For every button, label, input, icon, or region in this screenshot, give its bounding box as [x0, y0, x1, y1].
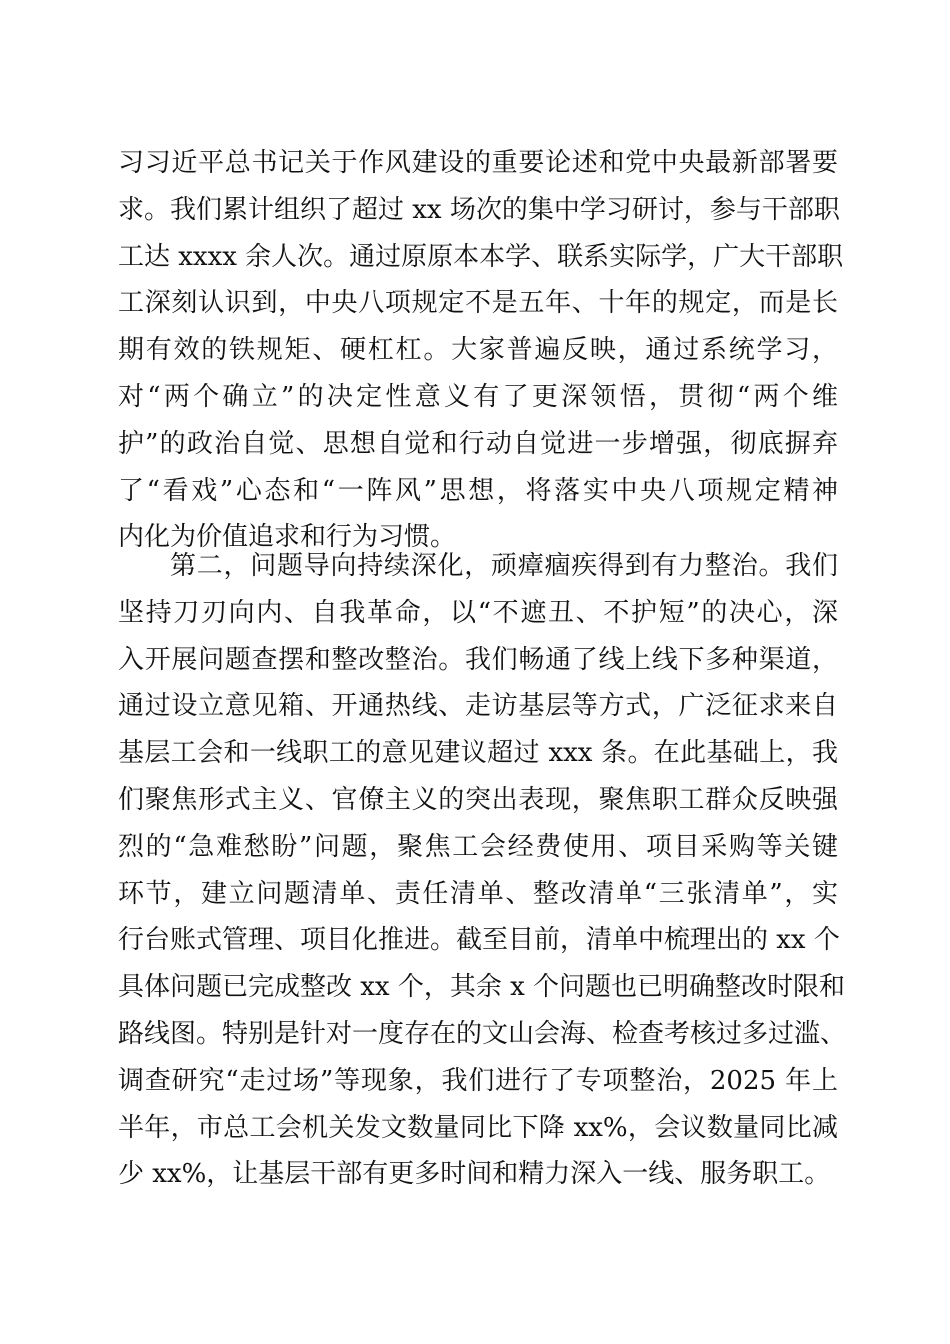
paragraph-study [118, 140, 844, 561]
paragraph-line: 烈的“急难愁盼”问题，聚焦工会经费使用、项目采购等关键 [118, 831, 838, 862]
paragraph-line: 护”的政治自觉、思想自觉和行动自觉进一步增强，彻底摒弃 [118, 428, 838, 459]
paragraph-line: 对“两个确立”的决定性意义有了更深领悟，贯彻“两个维 [118, 381, 838, 412]
paragraph-line: 内化为价值追求和行为习惯。 [118, 522, 457, 553]
paragraph-line: 环节，建立问题清单、责任清单、整改清单“三张清单”，实 [118, 878, 838, 909]
paragraph-line: 了“看戏”心态和“一阵风”思想，将落实中央八项规定精神 [118, 475, 838, 506]
paragraph-line: 基层工会和一线职工的意见建议超过 xxx 条。在此基础上，我 [118, 738, 838, 769]
paragraph-line: 入开展问题查摆和整改整治。我们畅通了线上线下多种渠道， [118, 644, 838, 675]
paragraph-line: 路线图。特别是针对一度存在的文山会海、检查考核过多过滥、 [118, 1018, 847, 1049]
paragraph-line: 调查研究“走过场”等现象，我们进行了专项整治，2025 年上 [118, 1065, 838, 1096]
paragraph-line: 习习近平总书记关于作风建设的重要论述和党中央最新部署要 [118, 148, 838, 178]
paragraph-problem-rectification [118, 543, 847, 1198]
paragraph-line: 行台账式管理、项目化推进。截至目前，清单中梳理出的 xx 个 [118, 925, 840, 956]
paragraph-line: 工达 xxxx 余人次。通过原原本本学、联系实际学，广大干部职 [118, 241, 844, 272]
paragraph-line: 少 xx%，让基层干部有更多时间和精力深入一线、服务职工。 [118, 1159, 831, 1190]
paragraph-line: 求。我们累计组织了超过 xx 场次的集中学习研讨，参与干部职 [118, 194, 840, 225]
paragraph-line: 具体问题已完成整改 xx 个，其余 x 个问题也已明确整改时限和 [118, 972, 846, 1003]
paragraph-line: 们聚焦形式主义、官僚主义的突出表现，聚焦职工群众反映强 [118, 784, 838, 815]
paragraph-line: 坚持刀刃向内、自我革命，以“不遮丑、不护短”的决心，深 [118, 597, 838, 628]
paragraph-line: 期有效的铁规矩、硬杠杠。大家普遍反映，通过系统学习， [118, 335, 838, 366]
paragraph-line: 工深刻认识到，中央八项规定不是五年、十年的规定，而是长 [118, 288, 838, 319]
paragraph-line: 通过设立意见箱、开通热线、走访基层等方式，广泛征求来自 [118, 691, 838, 722]
paragraph-line: 第二，问题导向持续深化，顽瘴痼疾得到有力整治。我们 [170, 551, 838, 581]
paragraph-line: 半年，市总工会机关发文数量同比下降 xx%，会议数量同比减 [118, 1112, 838, 1143]
